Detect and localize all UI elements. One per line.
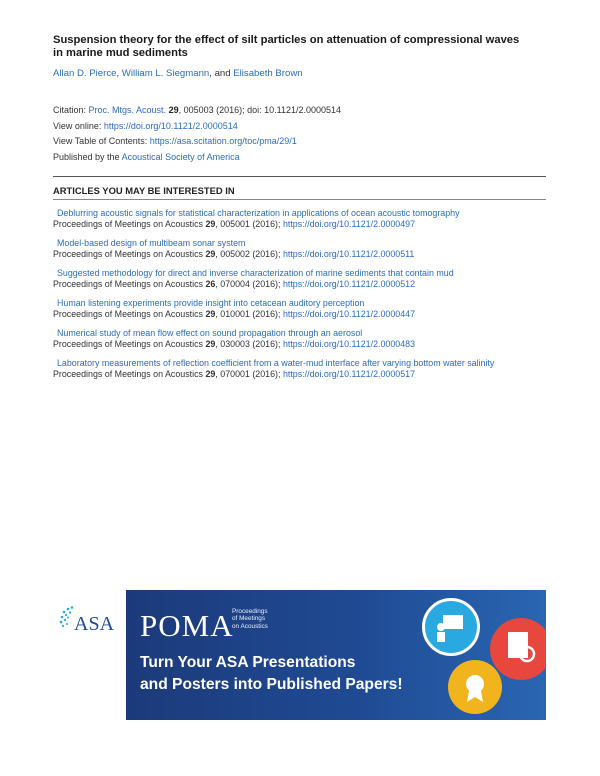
journal-link[interactable]: Proc. Mtgs. Acoust. xyxy=(88,105,167,115)
author-link[interactable]: Allan D. Pierce xyxy=(53,68,117,79)
article-doi-link[interactable]: https://doi.org/10.1121/2.0000447 xyxy=(282,309,416,319)
article-journal: Proceedings of Meetings on Acoustics xyxy=(53,249,206,259)
poma-ad-banner[interactable] xyxy=(126,590,546,720)
related-heading: ARTICLES YOU MAY BE INTERESTED IN xyxy=(53,185,235,196)
article-volume: 29 xyxy=(205,249,216,259)
poma-subtitle-line: of Meetings xyxy=(232,615,266,623)
article-volume: 29 xyxy=(205,309,216,319)
article-title-link[interactable]: Numerical study of mean flow effect on sound propagation through an aerosol xyxy=(57,328,363,338)
author-link[interactable]: William L. Siegmann xyxy=(121,68,210,79)
article-citation xyxy=(53,339,553,350)
list-item xyxy=(53,268,553,290)
article-volume: 26 xyxy=(205,279,216,289)
author-separator: , xyxy=(116,68,122,79)
presenter-icon xyxy=(422,598,480,656)
publisher-link[interactable]: Acoustical Society of America xyxy=(121,151,240,162)
article-citation xyxy=(53,309,553,320)
author-list xyxy=(53,68,303,79)
article-doi-link[interactable]: https://doi.org/10.1121/2.0000497 xyxy=(282,219,416,229)
poma-subtitle-line: Proceedings xyxy=(232,608,268,615)
view-toc-label: View Table of Contents: xyxy=(53,136,150,147)
list-item xyxy=(53,328,553,350)
related-articles xyxy=(53,208,553,388)
author-link[interactable]: Elisabeth Brown xyxy=(233,68,303,79)
article-title-link[interactable]: Human listening experiments provide insight into cetacean auditory perception xyxy=(57,298,365,308)
presenter-glyph-icon xyxy=(425,601,477,653)
article-volume: 29 xyxy=(205,369,216,379)
award-icon xyxy=(448,660,502,714)
article-rest: , 005001 (2016); xyxy=(215,219,283,229)
article-rest: , 010001 (2016); xyxy=(215,309,283,319)
ad-headline-2: and Posters into Published Papers! xyxy=(140,676,403,693)
article-doi-link[interactable]: https://doi.org/10.1121/2.0000517 xyxy=(282,369,416,379)
article-journal: Proceedings of Meetings on Acoustics xyxy=(53,369,206,379)
article-doi-link[interactable]: https://doi.org/10.1121/2.0000511 xyxy=(282,249,415,259)
citation-line xyxy=(53,103,341,119)
published-by-line xyxy=(53,150,341,166)
view-toc-line xyxy=(53,134,341,150)
article-journal: Proceedings of Meetings on Acoustics xyxy=(53,309,206,319)
article-doi-link[interactable]: https://doi.org/10.1121/2.0000512 xyxy=(282,279,416,289)
list-item xyxy=(53,298,553,320)
award-glyph-icon xyxy=(448,660,502,714)
article-title-link[interactable]: Suggested methodology for direct and inverse characterization of marine sediments that contain mud xyxy=(57,268,454,278)
view-online-link[interactable]: https://doi.org/10.1121/2.0000514 xyxy=(103,120,238,131)
article-journal: Proceedings of Meetings on Acoustics xyxy=(53,219,206,229)
view-online-line xyxy=(53,119,341,135)
article-citation xyxy=(53,369,553,380)
asa-logo-text: ASA xyxy=(74,613,115,635)
article-citation xyxy=(53,219,553,230)
author-separator: , and xyxy=(209,68,234,79)
paper-title: Suspension theory for the effect of silt particles on attenuation of compressional waves in marine mud sediments xyxy=(53,34,520,59)
article-volume: 29 xyxy=(205,339,216,349)
article-citation xyxy=(53,249,553,260)
citation-label: Citation: xyxy=(53,105,89,115)
article-rest: , 005002 (2016); xyxy=(215,249,283,259)
ad-headline-1: Turn Your ASA Presentations xyxy=(140,654,356,671)
poma-logo: POMA xyxy=(140,608,234,643)
poma-subtitle xyxy=(232,608,292,630)
citation-volume: 29 xyxy=(168,105,179,115)
divider-heading xyxy=(53,199,546,200)
list-item xyxy=(53,358,553,380)
article-doi-link[interactable]: https://doi.org/10.1121/2.0000483 xyxy=(282,339,416,349)
article-rest: , 030003 (2016); xyxy=(215,339,283,349)
article-rest: , 070001 (2016); xyxy=(215,369,283,379)
article-title-link[interactable]: Deblurring acoustic signals for statistical characterization in applications of ocean acoustic tomography xyxy=(57,208,460,218)
citation-block xyxy=(53,103,341,165)
published-by-label: Published by the xyxy=(53,151,122,162)
article-journal: Proceedings of Meetings on Acoustics xyxy=(53,279,206,289)
article-title-link[interactable]: Laboratory measurements of reflection coefficient from a water-mud interface after varying bottom water salinity xyxy=(57,358,495,368)
view-online-label: View online: xyxy=(53,120,104,131)
article-volume: 29 xyxy=(205,219,216,229)
article-citation xyxy=(53,279,553,290)
list-item xyxy=(53,208,553,230)
citation-rest: , 005003 (2016); doi: 10.1121/2.0000514 xyxy=(178,105,342,115)
poma-subtitle-line: on Acoustics xyxy=(232,622,268,630)
list-item xyxy=(53,238,553,260)
article-title-link[interactable]: Model-based design of multibeam sonar system xyxy=(57,238,246,248)
view-toc-link[interactable]: https://asa.scitation.org/toc/pma/29/1 xyxy=(149,136,297,147)
article-rest: , 070004 (2016); xyxy=(215,279,283,289)
article-journal: Proceedings of Meetings on Acoustics xyxy=(53,339,206,349)
divider-top xyxy=(53,176,546,177)
